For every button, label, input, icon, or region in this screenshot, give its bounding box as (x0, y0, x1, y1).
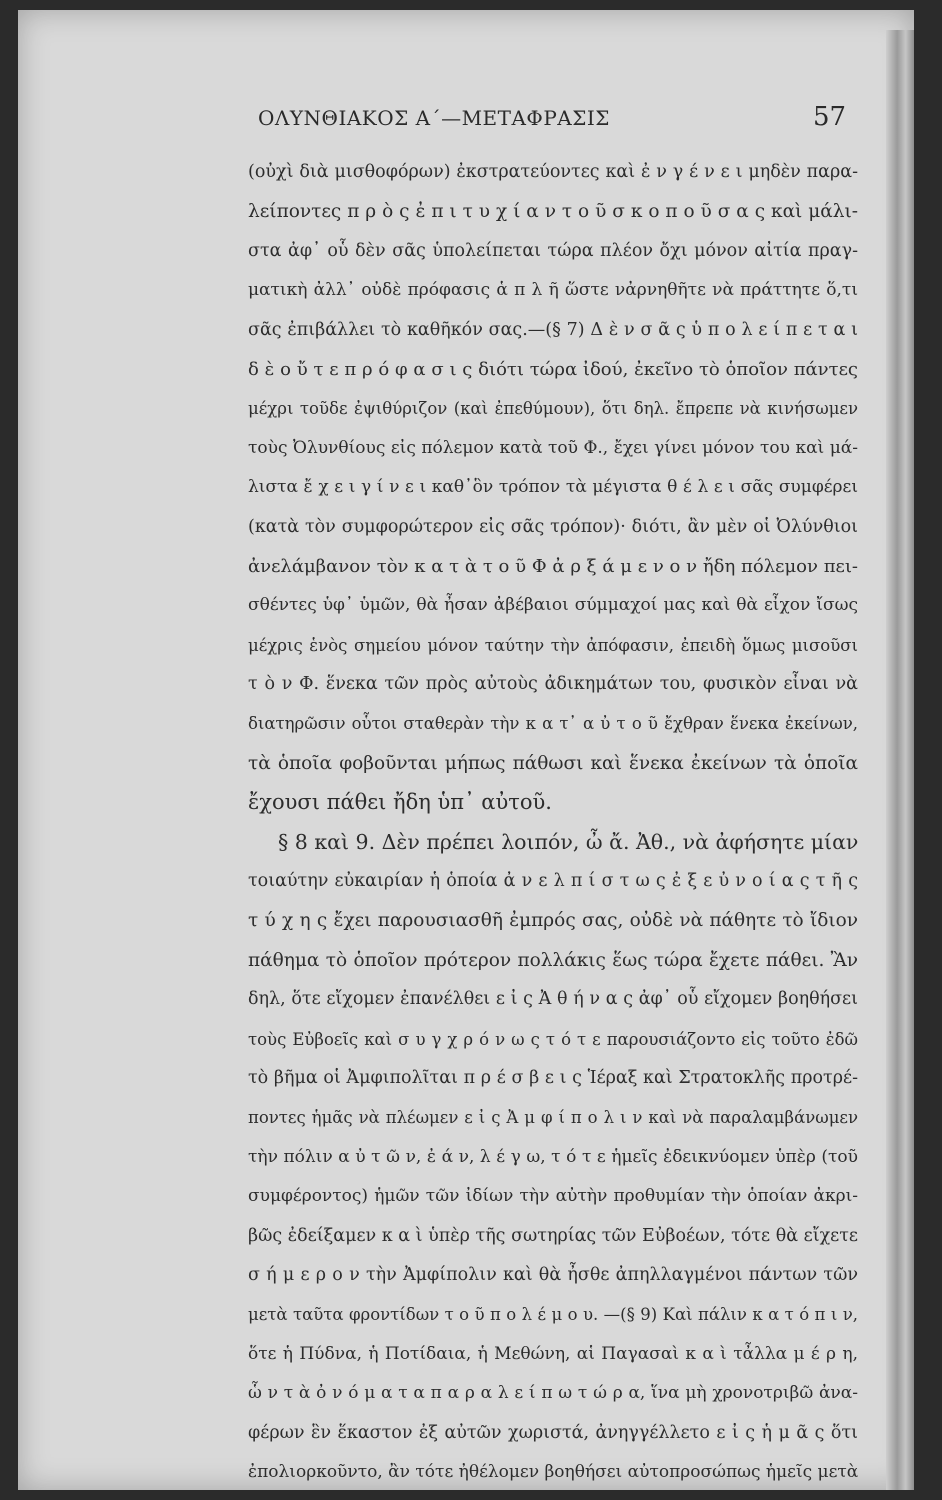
text-line: δηλ, ὅτε εἴχομεν ἐπανέλθει ε ἰ ς Ἀ θ ή ν α ς ἀφ᾽ οὗ εἴχομεν βοηθήσει (248, 989, 858, 1010)
text-line: σ ή μ ε ρ ο ν τὴν Ἀμφίπολιν καὶ θὰ ἦσθε ἀπηλλαγμένοι πάντων τῶν (248, 1264, 858, 1285)
page-edge (886, 30, 914, 1490)
text-line: τὴν πόλιν α ὐ τ ῶ ν, ἐ ά ν, λ έ γ ω, τ ό τ ε ἡμεῖς ἐδεικνύομεν ὑπὲρ (τοῦ (248, 1146, 858, 1167)
text-line: σᾶς ἐπιβάλλει τὸ καθῆκόν σας.—(§ 7) Δ ὲ ν σ ᾶ ς ὑ π ο λ ε ί π ε τ α ι (248, 319, 858, 340)
text-line: ὧ ν τ ὰ ὀ ν ό μ α τ α π α ρ α λ ε ί π ω τ ώ ρ α, ἵνα μὴ χρονοτριβῶ ἀνα- (248, 1383, 858, 1404)
text-line: (οὐχὶ διὰ μισθοφόρων) ἐκστρατεύοντες καὶ ἐ ν γ έ ν ε ι μηδὲν παρα- (248, 162, 858, 182)
text-line: ποντες ἡμᾶς νὰ πλέωμεν ε ἰ ς Ἀ μ φ ί π ο λ ι ν καὶ νὰ παραλαμβάνωμεν (248, 1108, 858, 1128)
text-line: ματικὴ ἀλλ᾽ οὐδὲ πρόφασις ἁ π λ ῆ ὥστε νἀρνηθῆτε νὰ πράττητε ὅ,τι (248, 280, 858, 301)
text-line: τὰ ὁποῖα φοβοῦνται μήπως πάθωσι καὶ ἕνεκα ἐκείνων τὰ ὁποῖα (248, 752, 858, 774)
text-line: τοὺς Ὀλυνθίους εἰς πόλεμον κατὰ τοῦ Φ., ἔχει γίνει μόνον του καὶ μά- (248, 437, 858, 458)
text-line: τοιαύτην εὐκαιρίαν ἡ ὁποία ἀ ν ε λ π ί σ τ ω ς ἐ ξ ε ὐ ν ο ί α ς τ ῆ ς (248, 871, 858, 892)
text-line: φέρων ἓν ἕκαστον ἐξ αὐτῶν χωριστά, ἀνηγγέλλετο ε ἰ ς ἡ μ ᾶ ς ὅτι (248, 1422, 858, 1443)
text-line: λιστα ἔ χ ε ι γ ί ν ε ι καθ᾽ὃν τρόπον τὰ μέγιστα θ έ λ ε ι σᾶς συμφέρει (248, 477, 858, 498)
text-line: ἔχουσι πάθει ἤδη ὑπ᾽ αὐτοῦ. (248, 790, 552, 815)
text-line: τοὺς Εὐβοεῖς καὶ σ υ γ χ ρ ό ν ω ς τ ό τ ε παρουσιάζοντο εἰς τοῦτο ἐδῶ (248, 1029, 858, 1049)
text-line: ὅτε ἡ Πύδνα, ἡ Ποτίδαια, ἡ Μεθώνη, αἱ Παγασαὶ κ α ὶ τἆλλα μ έ ρ η, (248, 1343, 858, 1364)
text-line: στα ἀφ᾽ οὗ δὲν σᾶς ὑπολείπεται τώρα πλέον ὄχι μόνον αἰτία πραγ- (248, 240, 858, 261)
text-line: ἀνελάμβανον τὸν κ α τ ὰ τ ο ῦ Φ ἀ ρ ξ ά μ ε ν ο ν ἤδη πόλεμον πει- (248, 555, 858, 577)
text-line: σθέντες ὑφ᾽ ὑμῶν, θὰ ἦσαν ἀβέβαιοι σύμμαχοί μας καὶ θὰ εἶχον ἴσως (248, 595, 858, 616)
text-line: μετὰ ταῦτα φροντίδων τ ο ῦ π ο λ έ μ ο υ. —(§ 9) Καὶ πάλιν κ α τ ό π ι ν, (248, 1305, 858, 1325)
text-line: συμφέροντος) ἡμῶν τῶν ἰδίων τὴν αὐτὴν προθυμίαν τὴν ὁποίαν ἀκρι- (248, 1186, 858, 1207)
text-line: βῶς ἐδείξαμεν κ α ὶ ὑπὲρ τῆς σωτηρίας τῶν Εὐβοέων, τότε θὰ εἴχετε (248, 1225, 858, 1246)
text-line: τὸ βῆμα οἱ Ἀμφιπολῖται π ρ έ σ β ε ι ς Ἱέραξ καὶ Στρατοκλῆς προτρέ- (248, 1067, 858, 1088)
text-line: λείποντες π ρ ὸ ς ἐ π ι τ υ χ ί α ν τ ο ῦ σ κ ο π ο ῦ σ α ς καὶ μάλι- (248, 201, 858, 223)
text-line: διατηρῶσιν οὗτοι σταθερὰν τὴν κ α τ᾽ α ὐ τ ο ῦ ἔχθραν ἕνεκα ἐκείνων, (248, 714, 858, 734)
body-text (248, 153, 858, 1492)
running-title: ΟΛΥΝΘΙΑΚΟΣ Α΄—ΜΕΤΑΦΡΑΣΙΣ (258, 106, 610, 130)
text-line: μέχρις ἑνὸς σημείου μόνον ταύτην τὴν ἀπόφασιν, ἐπειδὴ ὅμως μισοῦσι (248, 635, 858, 655)
text-line: τ ύ χ η ς ἔχει παρουσιασθῆ ἐμπρός σας, οὐδὲ νὰ πάθητε τὸ ἴδιον (248, 910, 858, 932)
page-header (18, 100, 888, 140)
text-line: τ ὸ ν Φ. ἕνεκα τῶν πρὸς αὐτοὺς ἀδικημάτων του, φυσικὸν εἶναι νὰ (248, 674, 858, 695)
book-page (18, 10, 914, 1490)
text-line: μέχρι τοῦδε ἐψιθύριζον (καὶ ἐπεθύμουν), ὅτι δηλ. ἔπρεπε νὰ κινήσωμεν (248, 399, 858, 419)
text-line: πάθημα τὸ ὁποῖον πρότερον πολλάκις ἕως τώρα ἔχετε πάθει. Ἂν (248, 949, 858, 971)
text-line: ἐπολιορκοῦντο, ἂν τότε ἠθέλομεν βοηθήσει αὐτοπροσώπως ἡμεῖς μετὰ (248, 1461, 858, 1482)
text-line: (κατὰ τὸν συμφορώτερον εἰς σᾶς τρόπον)· διότι, ἂν μὲν οἱ Ὀλύνθιοι (248, 516, 858, 537)
paragraph-start-line: § 8 καὶ 9. Δὲν πρέπει λοιπόν, ὦ ἄ. Ἀθ., νὰ ἀφήσητε μίαν (278, 829, 858, 854)
page-number: 57 (813, 102, 847, 132)
text-line: δ ὲ ο ὔ τ ε π ρ ό φ α σ ι ς διότι τώρα ἰδού, ἐκεῖνο τὸ ὁποῖον πάντες (248, 358, 858, 380)
